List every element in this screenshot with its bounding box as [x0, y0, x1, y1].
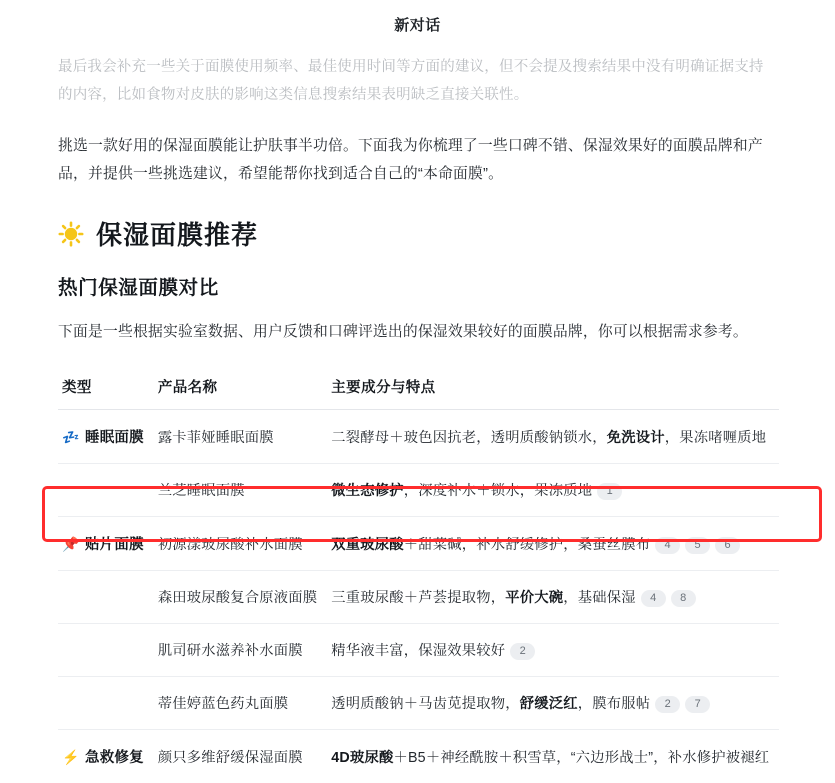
citation-badge[interactable]: 4 — [655, 537, 680, 554]
citation-badge[interactable]: 8 — [671, 590, 696, 607]
cell-type — [58, 517, 154, 571]
cell-product-name: 森田玻尿酸复合原液面膜 — [154, 571, 327, 624]
feature-text: ，果冻啫喱质地 — [664, 429, 767, 446]
comparison-table — [58, 368, 779, 783]
feature-text: ＋B5＋神经酰胺＋积雪草，“六边形战士”，补水修护被褪红 — [393, 749, 770, 766]
cell-type — [58, 410, 154, 464]
cell-type — [58, 571, 154, 624]
cell-product-name: 初源漾玻尿酸补水面膜 — [154, 517, 327, 571]
cell-features — [327, 410, 779, 464]
cell-features — [327, 571, 779, 624]
cell-product-name: 蒂佳婷蓝色药丸面膜 — [154, 677, 327, 730]
conversation-content — [0, 53, 835, 783]
cell-type — [58, 464, 154, 517]
feature-highlight-text: 微生态修护 — [331, 483, 404, 500]
cell-type — [58, 730, 154, 783]
citation-badge[interactable]: 4 — [641, 590, 666, 607]
category-icon: 💤 — [62, 428, 80, 445]
cell-product-name: 颜只多维舒缓保湿面膜 — [157, 749, 303, 766]
sun-icon — [58, 221, 84, 247]
cell-product-name: 肌司研水滋养补水面膜 — [154, 624, 327, 677]
table-row — [58, 624, 779, 677]
cell-type — [58, 624, 154, 677]
cell-features — [327, 677, 779, 730]
subsection-title: 热门保湿面膜对比 — [58, 277, 219, 300]
subsection-description: 下面是一些根据实验室数据、用户反馈和口碑评选出的保湿效果较好的面膜品牌，你可以根据需求参考。 — [58, 324, 748, 341]
category-icon: 📌 — [62, 535, 80, 552]
feature-text: ，深度补水＋锁水，果冻质地 — [403, 483, 593, 500]
feature-highlight-text: 4D玻尿酸 — [331, 749, 394, 766]
type-group — [62, 426, 144, 447]
table-row — [58, 410, 779, 464]
type-group — [62, 746, 144, 767]
feature-highlight-text: 免洗设计 — [606, 429, 665, 446]
citation-badge[interactable]: 5 — [685, 537, 710, 554]
type-label: 急救修复 — [85, 750, 144, 767]
feature-text: 三重玻尿酸＋芦荟提取物， — [331, 590, 506, 607]
faded-note-paragraph: 最后我会补充一些关于面膜使用频率、最佳使用时间等方面的建议，但不会提及搜索结果中没有明确证据支持的内容，比如食物对皮肤的影响这类信息搜索结果表明缺乏直接关联性。 — [58, 59, 764, 104]
cell-product-name: 兰芝睡眠面膜 — [154, 464, 327, 517]
citation-badge[interactable]: 6 — [715, 537, 740, 554]
citation-badge[interactable]: 7 — [685, 696, 710, 713]
feature-text: 二裂酵母＋玻色因抗老，透明质酸钠锁水， — [331, 429, 607, 446]
type-label: 睡眠面膜 — [85, 430, 144, 447]
feature-text: 透明质酸钠＋马齿苋提取物， — [331, 696, 520, 713]
table-row — [58, 677, 779, 730]
table-header-type: 类型 — [58, 368, 154, 410]
feature-highlight-text: 平价大碗 — [505, 590, 564, 607]
table-header-row — [58, 368, 779, 410]
section-heading-row — [58, 215, 777, 252]
intro-paragraph: 挑选一款好用的保湿面膜能让护肤事半功倍。下面我为你梳理了一些口碑不错、保湿效果好的面膜品牌和产品，并提供一些挑选建议，希望能帮你找到适合自己的“本命面膜”。 — [58, 137, 763, 183]
table-header-product: 产品名称 — [154, 368, 327, 410]
feature-highlight-text: 舒缓泛红 — [519, 696, 578, 713]
citation-badge[interactable]: 2 — [510, 643, 535, 660]
table-row — [58, 464, 779, 517]
citation-badge[interactable]: 1 — [597, 483, 622, 500]
feature-highlight-text: 双重玻尿酸 — [331, 536, 404, 553]
category-icon: ⚡ — [62, 748, 80, 765]
table-header-features: 主要成分与特点 — [327, 368, 779, 410]
feature-text: ，膜布服帖 — [577, 696, 651, 713]
feature-text: ，基础保湿 — [563, 590, 636, 607]
feature-text: ＋甜菜碱，补水舒缓修护，桑蚕丝膜布 — [403, 536, 651, 553]
cell-features — [327, 730, 779, 783]
cell-features — [327, 517, 779, 571]
cell-features — [327, 624, 779, 677]
table-row — [58, 517, 779, 571]
page-title: 新对话 — [394, 17, 441, 34]
section-title: 保湿面膜推荐 — [96, 220, 259, 251]
cell-features — [327, 464, 779, 517]
cell-product-name: 露卡菲娅睡眠面膜 — [154, 410, 327, 464]
table-row — [58, 571, 779, 624]
table-body — [58, 410, 779, 783]
type-group — [62, 533, 144, 554]
type-label: 贴片面膜 — [85, 537, 144, 554]
feature-text: 精华液丰富，保湿效果较好 — [331, 643, 506, 660]
table-row — [58, 730, 779, 783]
cell-type — [58, 677, 154, 730]
citation-badge[interactable]: 2 — [655, 696, 680, 713]
